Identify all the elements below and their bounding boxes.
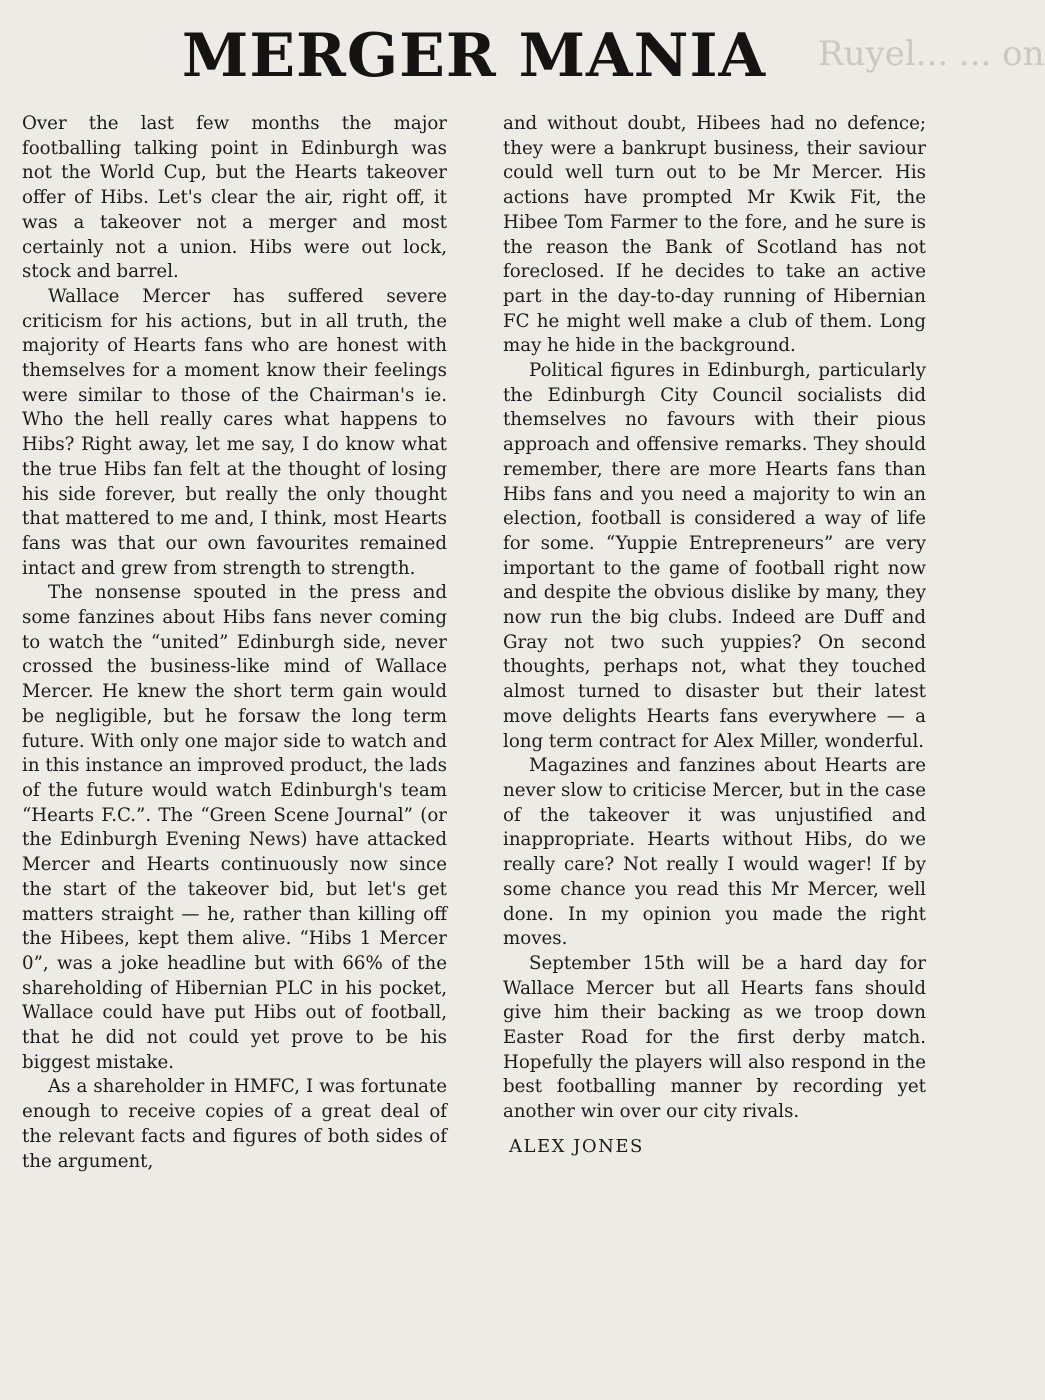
paragraph: Over the last few months the major footballing talking point in Edinburgh was not the World Cup, but the Hearts takeover offer of Hibs. Let's clear the air, right off, it was a takeover not a merger and most certainly not a union. Hibs were out lock, stock and barrel. (22, 113, 447, 283)
bleed-through-text: Ruyel... ... on (818, 34, 1045, 74)
author-byline: ALEX JONES (509, 1135, 644, 1157)
right-column (503, 112, 926, 1160)
headline: MERGER MANIA (181, 21, 767, 91)
paragraph: Wallace Mercer has suffered severe criticism for his actions, but in all truth, the majority of Hearts fans who are honest with themselves for a moment know their feelings were similar to those of the Chairman's ie. Who the hell really cares what happens to Hibs? Right away, let me say, I do know what the true Hibs fan felt at the thought of losing his side forever, but really the only thought that mattered to me and, I think, most Hearts fans was that our own favourites remained intact and grew from strength to strength. (22, 285, 447, 579)
paragraph: Magazines and fanzines about Hearts are never slow to criticise Mercer, but in the case of the takeover it was unjustified and inappropriate. Hearts without Hibs, do we really care? Not really I would wager! If by some chance you read this Mr Mercer, well done. In my opinion you made the right moves. (503, 755, 926, 950)
paragraph: and without doubt, Hibees had no defence; they were a bankrupt business, their saviour could well turn out to be Mr Mercer. His actions have prompted Mr Kwik Fit, the Hibee Tom Farmer to the fore, and he sure is the reason the Bank of Scotland has not foreclosed. If he decides to take an active part in the day-to-day running of Hibernian FC he might well make a club of them. Long may he hide in the background. (503, 113, 926, 357)
paragraph: September 15th will be a hard day for Wallace Mercer but all Hearts fans should give him their backing as we troop down Easter Road for the first derby match. Hopefully the players will also respond in the best footballing manner by recording yet another win over our city rivals. (503, 952, 926, 1123)
left-column (22, 112, 447, 1174)
paragraph: As a shareholder in HMFC, I was fortunate enough to receive copies of a great deal of the relevant facts and figures of both sides of the argument, (22, 1076, 447, 1172)
paragraph: Political figures in Edinburgh, particularly the Edinburgh City Council socialists did themselves no favours with their pious approach and offensive remarks. They should remember, there are more Hearts fans than Hibs fans and you need a majority to win an election, football is considered a way of life for some. “Yuppie Entrepreneurs” are very important to the game of football right now and despite the obvious dislike by many, they now run the big clubs. Indeed are Duff and Gray not two such yuppies? On second thoughts, perhaps not, what they touched almost turned to disaster but their latest move delights Hearts fans everywhere — a long term contract for Alex Miller, wonderful. (503, 360, 926, 752)
paragraph: The nonsense spouted in the press and some fanzines about Hibs fans never coming to watch the “united” Edinburgh side, never crossed the business-like mind of Wallace Mercer. He knew the short term gain would be negligible, but he forsaw the long term future. With only one major side to watch and in this instance an improved product, the lads of the future would watch Edinburgh's team “Hearts F.C.”. The “Green Scene Journal” (or the Edinburgh Evening News) have attacked Mercer and Hearts continuously now since the start of the takeover bid, but let's get matters straight — he, rather than killing off the Hibees, kept them alive. “Hibs 1 Mercer 0”, was a joke headline but with 66% of the shareholding of Hibernian PLC in his pocket, Wallace could have put Hibs out of football, that he did not could yet prove to be his biggest mistake. (22, 582, 447, 1073)
